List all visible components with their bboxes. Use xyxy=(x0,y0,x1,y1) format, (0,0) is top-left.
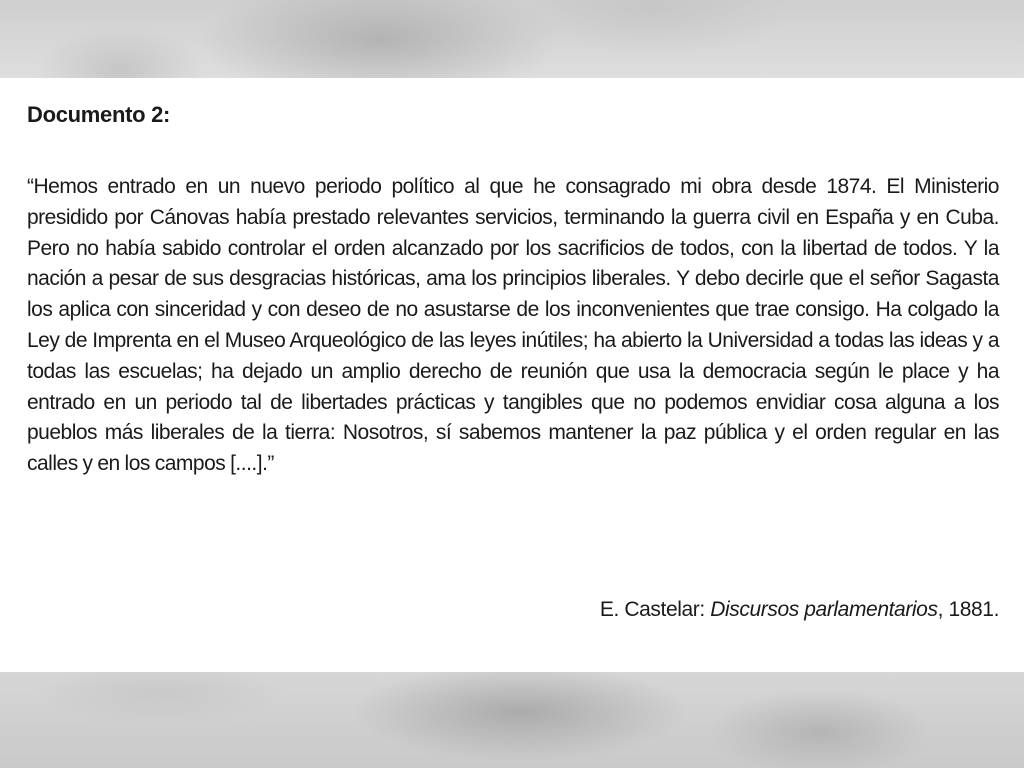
document-panel xyxy=(0,78,1024,672)
source-year: , 1881. xyxy=(937,598,999,621)
document-quote: “Hemos entrado en un nuevo periodo político al que he consagrado mi obra desde 1874. El Ministerio presidido por Cánovas había prestado relevantes servicios, terminando la guerra civil en España y en Cuba. Pero no había sabido controlar el orden alcanzado por los sacrificios de todos, con la libertad de todos. Y la nación a pesar de sus desgracias históricas, ama los principios liberales. Y debo decirle que el señor Sagasta los aplica con sinceridad y con deseo de no asustarse de los inconvenientes que trae consigo. Ha colgado la Ley de Imprenta en el Museo Arqueológico de las leyes inútiles; ha abierto la Universidad a todas las ideas y a todas las escuelas; ha dejado un amplio derecho de reunión que usa la democracia según le place y ha entrado en un periodo tal de libertades prácticas y tangibles que no podemos envidiar cosa alguna a los pueblos más liberales de la tierra: Nosotros, sí sabemos mantener la paz pública y el orden regular en las calles y en los campos [....].” xyxy=(27,175,999,476)
document-heading: Documento 2: xyxy=(27,102,171,127)
source-author: E. Castelar: xyxy=(599,598,711,621)
background-portrait-top xyxy=(0,0,1024,78)
source-work-title: Discursos parlamentarios xyxy=(710,598,938,621)
document-source xyxy=(600,598,999,622)
background-portrait-bottom xyxy=(0,672,1024,768)
